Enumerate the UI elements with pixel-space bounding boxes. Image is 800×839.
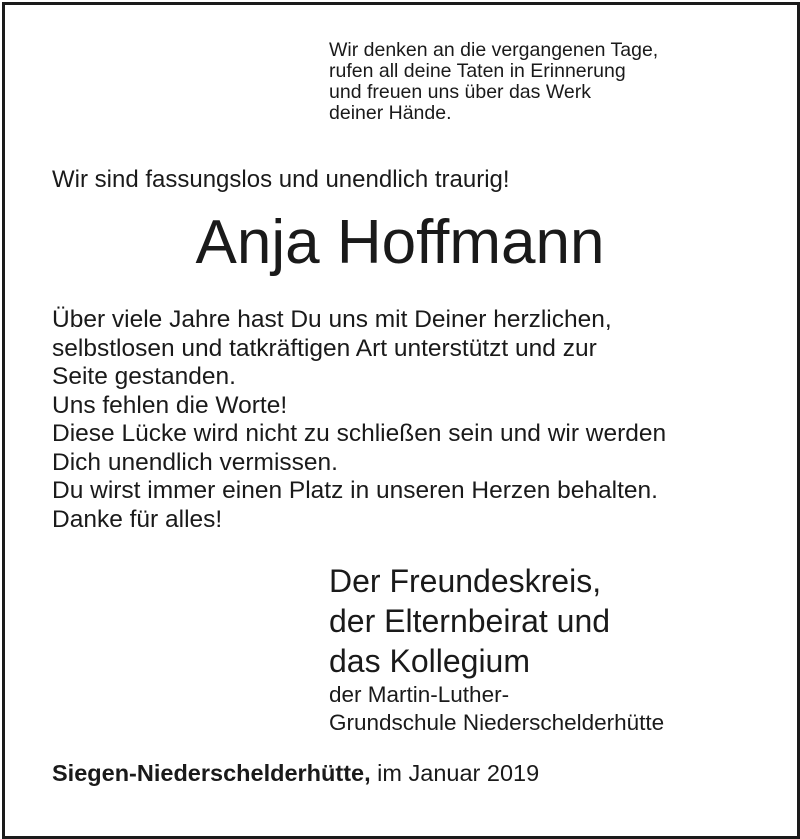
tribute-line: Dich unendlich vermissen.: [52, 448, 338, 476]
signature-subline: Grundschule Niederschelderhütte: [329, 710, 665, 735]
tribute-line: Diese Lücke wird nicht zu schließen sein und wir werden: [52, 420, 667, 447]
signature-line: der Elternbeirat und: [329, 603, 611, 639]
signature-subline: der Martin-Luther-: [329, 682, 510, 707]
signature-block: [329, 561, 664, 737]
verse-line: und freuen uns über das Werk: [329, 81, 591, 103]
tribute-line: Du wirst immer einen Platz in unseren Herzen behalten.: [52, 477, 658, 504]
tribute-line: selbstlosen und tatkräftigen Art unterstützt und zur: [52, 334, 597, 362]
tribute-line: Uns fehlen die Worte!: [52, 391, 288, 419]
memorial-verse: [329, 40, 658, 124]
tribute-line: Danke für alles!: [52, 505, 223, 533]
verse-line: deiner Hände.: [329, 102, 452, 124]
intro-line: Wir sind fassungslos und unendlich traurig!: [52, 166, 510, 193]
place-date-line: [52, 758, 539, 788]
place-name: Siegen-Niederschelderhütte,: [52, 760, 371, 786]
tribute-line: Über viele Jahre hast Du uns mit Deiner herzlichen,: [52, 306, 612, 333]
verse-line: rufen all deine Taten in Erinnerung: [329, 60, 626, 82]
signature-line: Der Freundeskreis,: [329, 563, 602, 599]
verse-line: Wir denken an die vergangenen Tage,: [329, 39, 659, 61]
tribute-line: Seite gestanden.: [52, 363, 236, 390]
deceased-name: Anja Hoffmann: [195, 208, 605, 277]
date-text: im Januar 2019: [370, 760, 540, 786]
signature-line: das Kollegium: [329, 643, 530, 679]
tribute-text: [52, 306, 666, 534]
